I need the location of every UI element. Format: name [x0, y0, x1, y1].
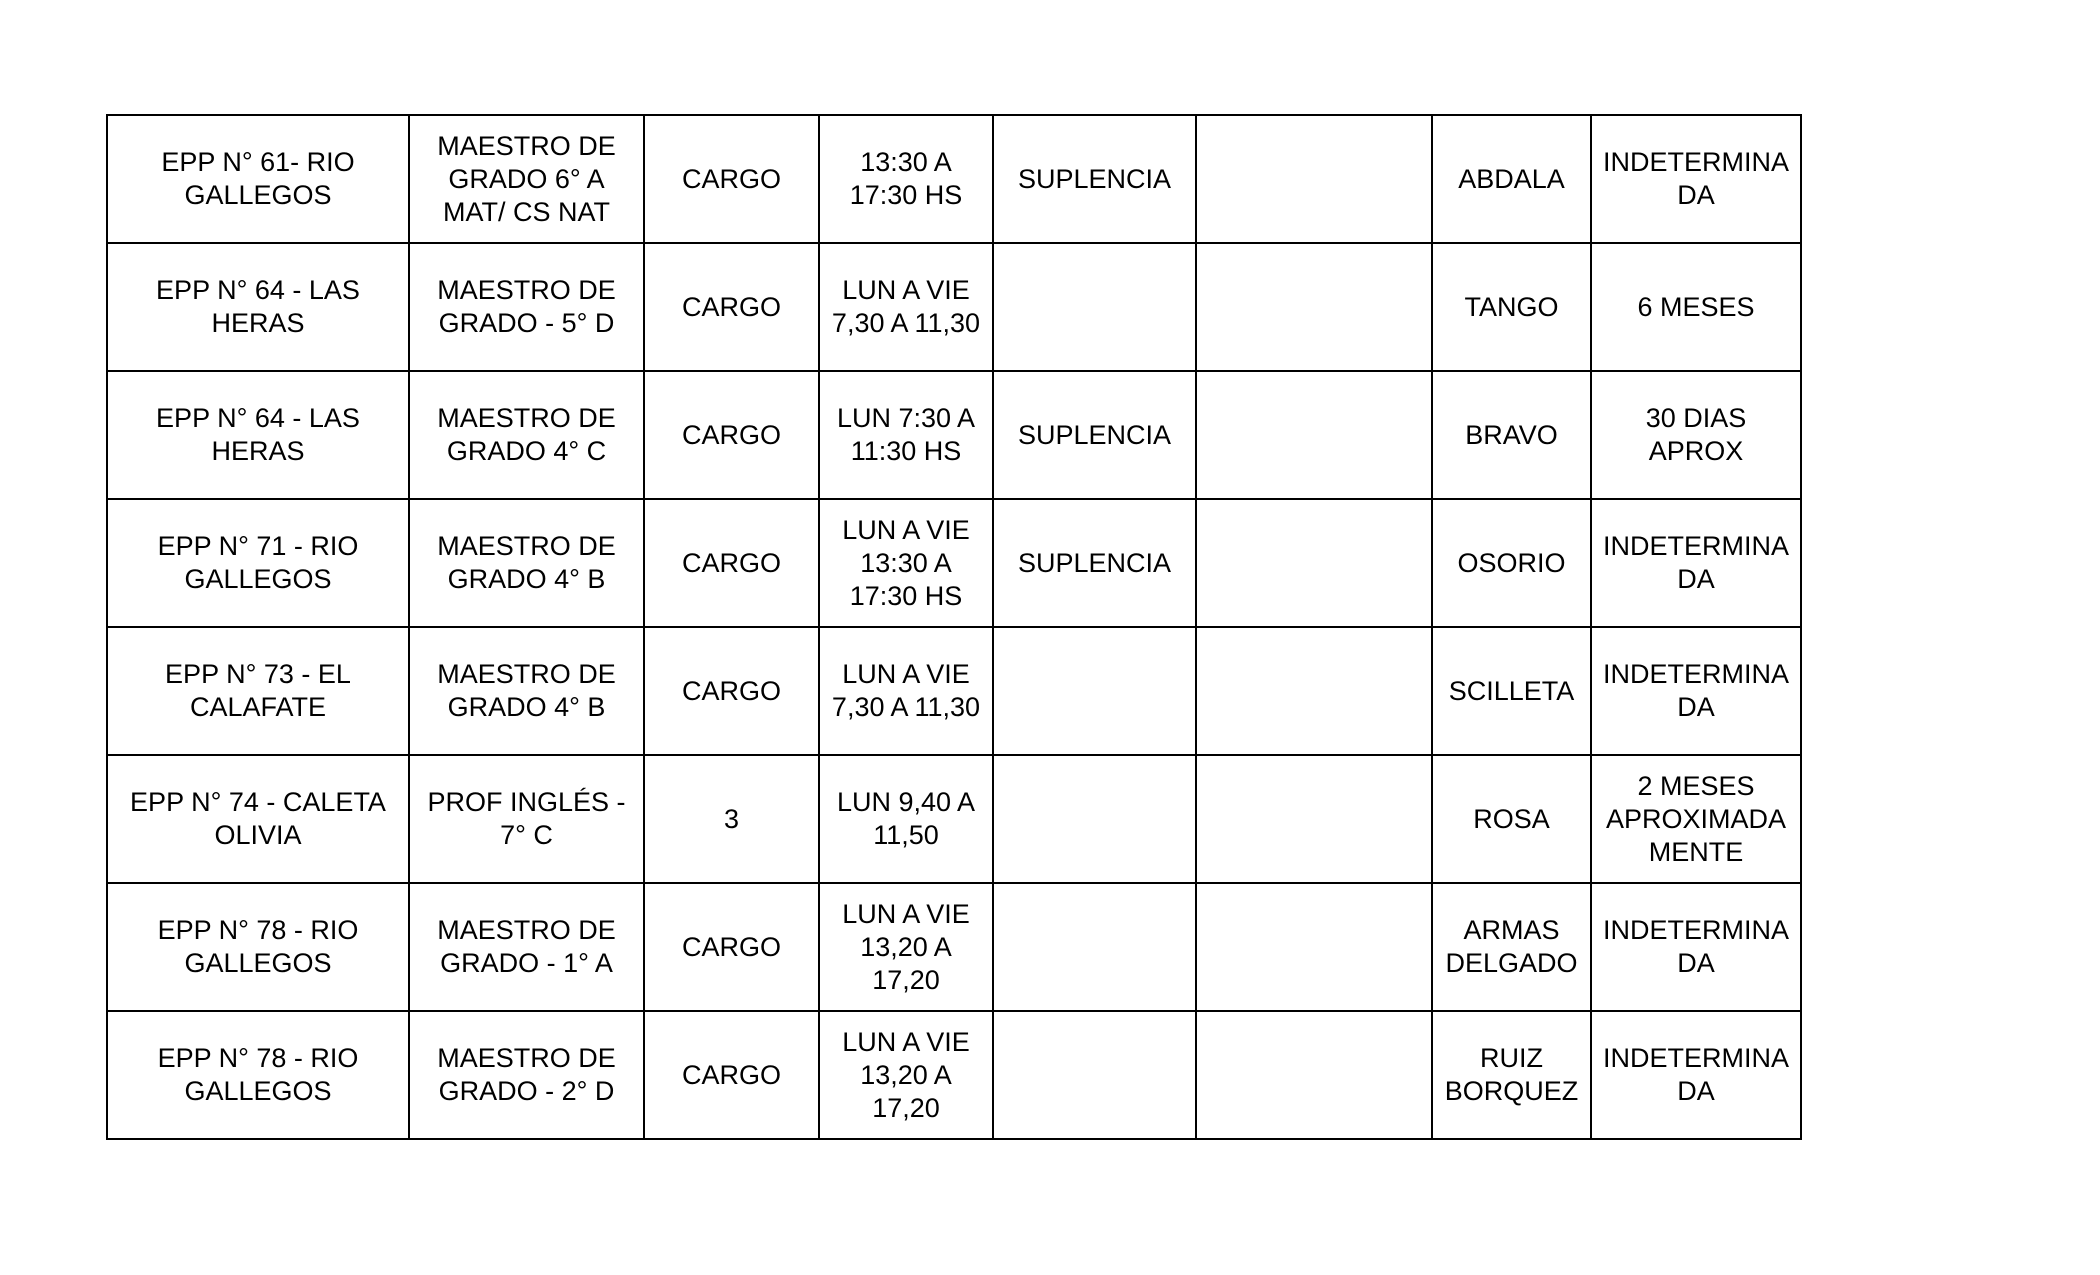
schedule-cell: LUN A VIE 13,20 A 17,20 — [819, 883, 993, 1011]
teacher-cell: SCILLETA — [1432, 627, 1591, 755]
school-cell: EPP N° 74 - CALETA OLIVIA — [107, 755, 409, 883]
type-cell: 3 — [644, 755, 819, 883]
type-cell: CARGO — [644, 371, 819, 499]
table-row — [107, 499, 1801, 627]
school-cell: EPP N° 64 - LAS HERAS — [107, 243, 409, 371]
status-cell: SUPLENCIA — [993, 499, 1196, 627]
status-cell — [993, 883, 1196, 1011]
status-cell — [993, 755, 1196, 883]
teacher-cell: ABDALA — [1432, 115, 1591, 243]
status-cell: SUPLENCIA — [993, 115, 1196, 243]
status-cell — [993, 627, 1196, 755]
duration-cell: INDETERMINA DA — [1591, 1011, 1801, 1139]
teacher-cell: ROSA — [1432, 755, 1591, 883]
type-cell: CARGO — [644, 499, 819, 627]
empty-cell — [1196, 1011, 1432, 1139]
schedule-cell: LUN A VIE 7,30 A 11,30 — [819, 627, 993, 755]
school-cell: EPP N° 64 - LAS HERAS — [107, 371, 409, 499]
school-cell: EPP N° 61- RIO GALLEGOS — [107, 115, 409, 243]
empty-cell — [1196, 115, 1432, 243]
status-cell — [993, 243, 1196, 371]
position-cell: MAESTRO DE GRADO 4° C — [409, 371, 644, 499]
duration-cell: INDETERMINA DA — [1591, 499, 1801, 627]
schedule-cell: LUN A VIE 13,20 A 17,20 — [819, 1011, 993, 1139]
empty-cell — [1196, 755, 1432, 883]
type-cell: CARGO — [644, 627, 819, 755]
type-cell: CARGO — [644, 1011, 819, 1139]
empty-cell — [1196, 371, 1432, 499]
table-row — [107, 755, 1801, 883]
teacher-cell: OSORIO — [1432, 499, 1591, 627]
empty-cell — [1196, 627, 1432, 755]
vacancies-table — [106, 114, 1802, 1140]
duration-cell: 30 DIAS APROX — [1591, 371, 1801, 499]
teacher-cell: RUIZ BORQUEZ — [1432, 1011, 1591, 1139]
empty-cell — [1196, 883, 1432, 1011]
school-cell: EPP N° 78 - RIO GALLEGOS — [107, 1011, 409, 1139]
teacher-cell: ARMAS DELGADO — [1432, 883, 1591, 1011]
position-cell: MAESTRO DE GRADO - 1° A — [409, 883, 644, 1011]
table-row — [107, 115, 1801, 243]
schedule-cell: LUN 9,40 A 11,50 — [819, 755, 993, 883]
duration-cell: 2 MESES APROXIMADA MENTE — [1591, 755, 1801, 883]
table-row — [107, 883, 1801, 1011]
type-cell: CARGO — [644, 115, 819, 243]
teacher-cell: BRAVO — [1432, 371, 1591, 499]
table-body — [107, 115, 1801, 1139]
school-cell: EPP N° 78 - RIO GALLEGOS — [107, 883, 409, 1011]
table-row — [107, 371, 1801, 499]
position-cell: MAESTRO DE GRADO 4° B — [409, 499, 644, 627]
position-cell: MAESTRO DE GRADO - 5° D — [409, 243, 644, 371]
empty-cell — [1196, 499, 1432, 627]
schedule-cell: LUN 7:30 A 11:30 HS — [819, 371, 993, 499]
duration-cell: 6 MESES — [1591, 243, 1801, 371]
school-cell: EPP N° 73 - EL CALAFATE — [107, 627, 409, 755]
schedule-cell: LUN A VIE 7,30 A 11,30 — [819, 243, 993, 371]
position-cell: MAESTRO DE GRADO 6° A MAT/ CS NAT — [409, 115, 644, 243]
schedule-cell: LUN A VIE 13:30 A 17:30 HS — [819, 499, 993, 627]
table-row — [107, 243, 1801, 371]
position-cell: PROF INGLÉS - 7° C — [409, 755, 644, 883]
status-cell — [993, 1011, 1196, 1139]
table-row — [107, 627, 1801, 755]
position-cell: MAESTRO DE GRADO 4° B — [409, 627, 644, 755]
type-cell: CARGO — [644, 883, 819, 1011]
duration-cell: INDETERMINA DA — [1591, 115, 1801, 243]
table-row — [107, 1011, 1801, 1139]
duration-cell: INDETERMINA DA — [1591, 627, 1801, 755]
duration-cell: INDETERMINA DA — [1591, 883, 1801, 1011]
empty-cell — [1196, 243, 1432, 371]
position-cell: MAESTRO DE GRADO - 2° D — [409, 1011, 644, 1139]
schedule-cell: 13:30 A 17:30 HS — [819, 115, 993, 243]
teacher-cell: TANGO — [1432, 243, 1591, 371]
type-cell: CARGO — [644, 243, 819, 371]
status-cell: SUPLENCIA — [993, 371, 1196, 499]
school-cell: EPP N° 71 - RIO GALLEGOS — [107, 499, 409, 627]
